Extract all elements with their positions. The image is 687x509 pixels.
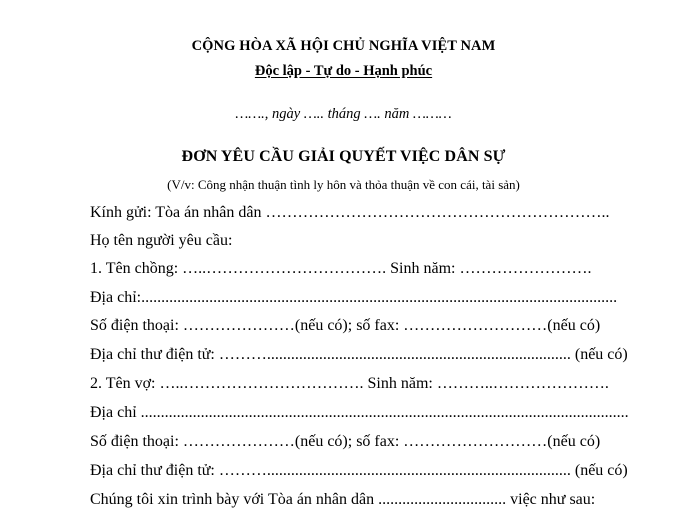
statement-line: Chúng tôi xin trình bày với Tòa án nhân dân ................................ việc như sau: (90, 491, 596, 508)
husband-phone-fax-line: Số điện thoại: …………………(nếu có); số fax: ………………………(nếu có) (90, 317, 601, 334)
national-title: CỘNG HÒA XÃ HỘI CHỦ NGHĨA VIỆT NAM (191, 38, 496, 54)
recipient-line: Kính gửi: Tòa án nhân dân ……………………………………………………….. (90, 204, 610, 221)
document-title: ĐƠN YÊU CẦU GIẢI QUYẾT VIỆC DÂN SỰ (181, 148, 506, 165)
wife-email-line: Địa chỉ thư điện tử: ………............................................................................ (nếu có) (90, 462, 628, 479)
date-line: ……., ngày ….. tháng …. năm ……… (235, 106, 452, 122)
husband-name-line: 1. Tên chồng: …..……………………………. Sinh năm: ……………………. (90, 260, 592, 277)
husband-address-line: Địa chỉ:....................................................................................................................... (90, 289, 618, 306)
wife-phone-fax-line: Số điện thoại: …………………(nếu có); số fax: ………………………(nếu có) (90, 433, 601, 450)
national-motto: Độc lập - Tự do - Hạnh phúc (254, 63, 433, 79)
requester-heading: Họ tên người yêu cầu: (90, 232, 233, 249)
document-subtitle: (V/v: Công nhận thuận tình ly hôn và thỏa thuận về con cái, tài sản) (167, 177, 520, 192)
husband-email-line: Địa chỉ thư điện tử: ………............................................................................ (nếu có) (90, 346, 628, 363)
wife-address-line: Địa chỉ .......................................................................................................................... (90, 404, 629, 421)
wife-name-line: 2. Tên vợ: …..……………………………. Sinh năm: ………..…………………. (90, 375, 609, 392)
